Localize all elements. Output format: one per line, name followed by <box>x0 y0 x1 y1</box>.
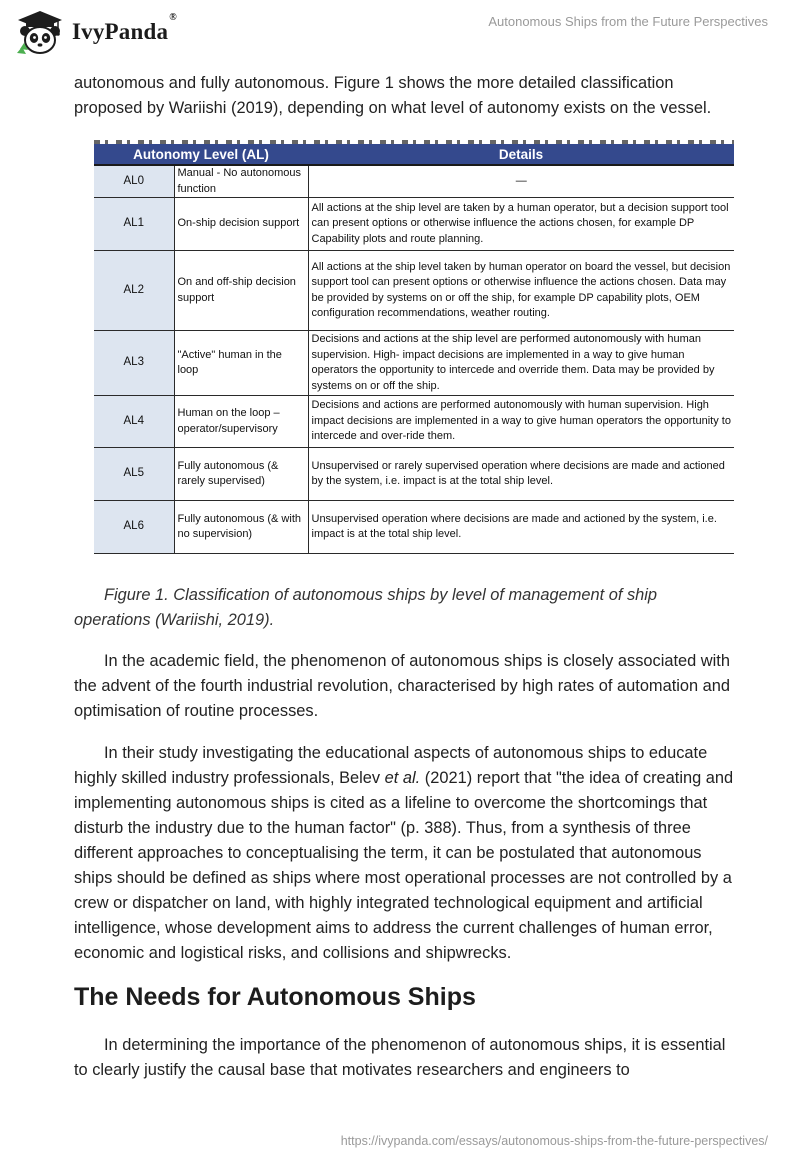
table-row <box>94 396 734 448</box>
description-cell: Manual - No autonomous function <box>174 165 308 198</box>
details-cell: Unsupervised or rarely supervised operation where decisions are made and actioned by the system, i.e. impact is at the total ship level. <box>308 448 734 501</box>
level-cell: AL0 <box>94 165 174 198</box>
level-cell: AL2 <box>94 251 174 331</box>
et-al-text: et al. <box>384 769 421 787</box>
paragraph-needs: In determining the importance of the phenomenon of autonomous ships, it is essential to clearly justify the causal base that motivates researchers and engineers to <box>74 1036 726 1079</box>
header-details: Details <box>308 144 734 165</box>
document-title: Autonomous Ships from the Future Perspectives <box>488 14 768 29</box>
details-cell: All actions at the ship level taken by human operator on board the vessel, but decision support tool can present options or otherwise influence the actions chosen. Data may be provided by systems on or off the ship, for example DP capability plots, OEM configuration recommendations, weather routing. <box>308 251 734 331</box>
description-cell: Fully autonomous (& with no supervision) <box>174 501 308 554</box>
intro-paragraph: autonomous and fully autonomous. Figure 1 shows the more detailed classification proposed by Wariishi (2019), depending on what level of autonomy exists on the vessel. <box>74 74 712 117</box>
figure-caption: Figure 1. Classification of autonomous ships by level of management of ship operations (Wariishi, 2019). <box>74 586 658 629</box>
description-cell: On and off-ship decision support <box>174 251 308 331</box>
page-header <box>0 0 800 60</box>
level-cell: AL6 <box>94 501 174 554</box>
details-cell: Decisions and actions at the ship level are performed autonomously with human supervision. High- impact decisions are implemented in a way to give human operators the opportunity to intercede and override them. Data may be provided by systems on or off the ship. <box>308 331 734 396</box>
description-cell: Fully autonomous (& rarely supervised) <box>174 448 308 501</box>
paragraph-industrial-revolution: In the academic field, the phenomenon of autonomous ships is closely associated with the advent of the fourth industrial revolution, characterised by high rates of automation and optimisation of routine processes. <box>74 652 731 720</box>
section-heading: The Needs for Autonomous Ships <box>74 983 476 1011</box>
details-cell: Unsupervised operation where decisions are made and actioned by the system, i.e. impact is at the total ship level. <box>308 501 734 554</box>
details-cell: All actions at the ship level are taken by a human operator, but a decision support tool can present options or otherwise influence the actions chosen, for example DP Capability plots and route planning. <box>308 198 734 251</box>
table-row <box>94 448 734 501</box>
table-row <box>94 501 734 554</box>
table-row <box>94 165 734 198</box>
description-cell: "Active" human in the loop <box>174 331 308 396</box>
level-cell: AL4 <box>94 396 174 448</box>
brand-logo[interactable] <box>14 8 177 56</box>
table-row <box>94 198 734 251</box>
autonomy-levels-table <box>94 144 734 554</box>
level-cell: AL5 <box>94 448 174 501</box>
details-cell: — <box>308 165 734 198</box>
page-url[interactable]: https://ivypanda.com/essays/autonomous-ships-from-the-future-perspectives/ <box>340 1134 768 1148</box>
table-header-row <box>94 144 734 165</box>
details-cell: Decisions and actions are performed autonomously with human supervision. High impact decisions are implemented in a way to give human operators the opportunity to intercede and over-ride them. <box>308 396 734 448</box>
table-row <box>94 331 734 396</box>
header-autonomy-level: Autonomy Level (AL) <box>94 144 308 165</box>
level-cell: AL3 <box>94 331 174 396</box>
paragraph-belev-study: In their study investigating the educational aspects of autonomous ships to educate highly skilled industry professionals, Belev et al. (2021) report that "the idea of creating and implementing autonomous ships is cited as a lifeline to overcome the shortcomings that disturb the industry due to the human factor" (p. 388). Thus, from a synthesis of three different approaches to conceptualising the term, it can be postulated that autonomous ships should be defined as ships where most operational processes are not controlled by a crew or dispatcher on land, with highly integrated technological equipment and artificial intelligence, whose development aims to address the current challenges of human error, economic and logistical risks, and collisions and shipwrecks. <box>74 744 734 962</box>
table-row <box>94 251 734 331</box>
panda-graduate-icon <box>14 9 66 55</box>
brand-name: IvyPanda® <box>72 12 177 44</box>
description-cell: On-ship decision support <box>174 198 308 251</box>
autonomy-levels-figure <box>94 140 734 555</box>
level-cell: AL1 <box>94 198 174 251</box>
description-cell: Human on the loop – operator/supervisory <box>174 396 308 448</box>
